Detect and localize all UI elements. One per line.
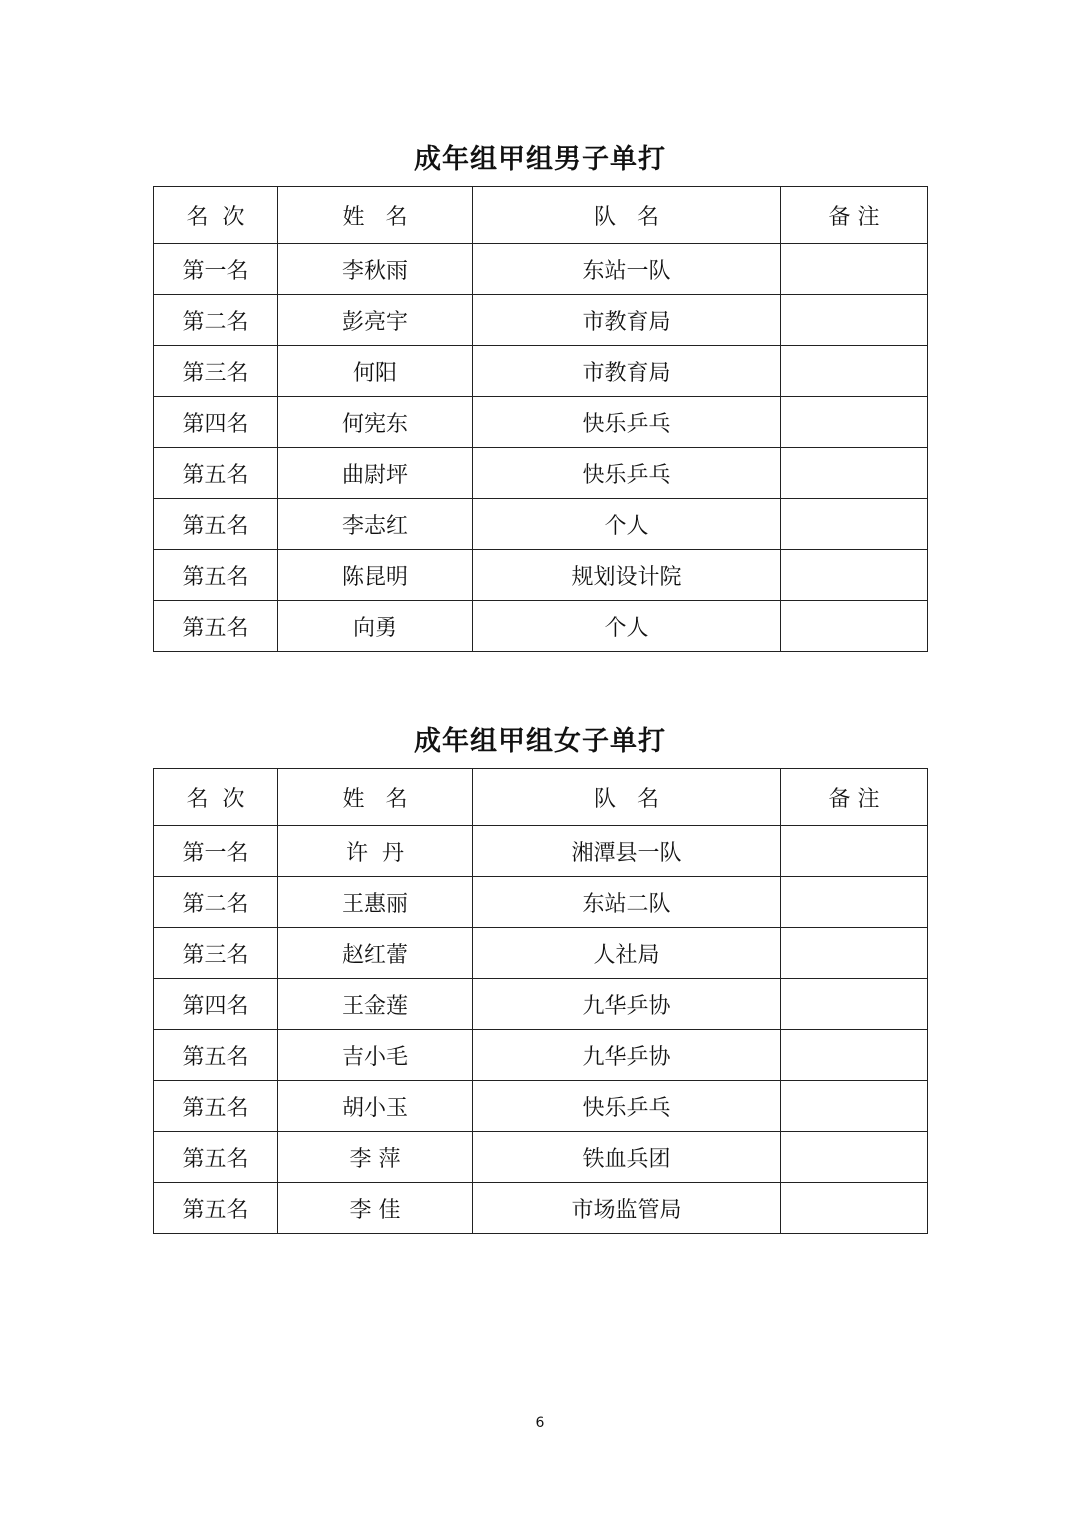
header-team: 队 名 [473, 187, 781, 244]
rank-cell: 第五名 [154, 1183, 278, 1234]
name-cell: 李秋雨 [278, 244, 473, 295]
team-cell: 人社局 [473, 928, 781, 979]
table-header-row [154, 769, 928, 826]
table-row [154, 877, 928, 928]
rank-cell: 第五名 [154, 448, 278, 499]
rank-cell: 第一名 [154, 244, 278, 295]
page-number: 6 [535, 1415, 545, 1431]
section-title: 成年组甲组男子单打 [414, 144, 666, 175]
note-cell [781, 448, 928, 499]
note-cell [781, 499, 928, 550]
note-cell [781, 1183, 928, 1234]
note-cell [781, 1030, 928, 1081]
header-name: 姓 名 [278, 187, 473, 244]
header-name: 姓 名 [278, 769, 473, 826]
table-row [154, 826, 928, 877]
team-cell: 个人 [473, 601, 781, 652]
table-header-row [154, 187, 928, 244]
header-team: 队 名 [473, 769, 781, 826]
team-cell: 东站一队 [473, 244, 781, 295]
team-cell: 铁血兵团 [473, 1132, 781, 1183]
rank-cell: 第五名 [154, 550, 278, 601]
name-cell: 李 萍 [278, 1132, 473, 1183]
team-cell: 市场监管局 [473, 1183, 781, 1234]
rank-cell: 第五名 [154, 499, 278, 550]
note-cell [781, 979, 928, 1030]
team-cell: 个人 [473, 499, 781, 550]
rank-cell: 第五名 [154, 1030, 278, 1081]
name-cell: 何阳 [278, 346, 473, 397]
rank-cell: 第五名 [154, 601, 278, 652]
name-cell: 曲尉坪 [278, 448, 473, 499]
rank-cell: 第五名 [154, 1132, 278, 1183]
name-cell: 李志红 [278, 499, 473, 550]
name-cell: 彭亮宇 [278, 295, 473, 346]
table-row [154, 346, 928, 397]
name-cell: 王金莲 [278, 979, 473, 1030]
note-cell [781, 550, 928, 601]
results-table [153, 186, 928, 652]
name-cell: 何宪东 [278, 397, 473, 448]
rank-cell: 第四名 [154, 397, 278, 448]
name-cell: 胡小玉 [278, 1081, 473, 1132]
rank-cell: 第四名 [154, 979, 278, 1030]
table-row [154, 1030, 928, 1081]
note-cell [781, 1081, 928, 1132]
table-row [154, 244, 928, 295]
rank-cell: 第三名 [154, 346, 278, 397]
womens-singles-section [153, 722, 927, 1234]
rank-cell: 第二名 [154, 877, 278, 928]
team-cell: 九华乒协 [473, 1030, 781, 1081]
section-title: 成年组甲组女子单打 [414, 726, 666, 757]
name-cell: 王惠丽 [278, 877, 473, 928]
name-cell: 陈昆明 [278, 550, 473, 601]
header-rank: 名 次 [154, 187, 278, 244]
team-cell: 快乐乒乓 [473, 1081, 781, 1132]
note-cell [781, 928, 928, 979]
name-cell: 吉小毛 [278, 1030, 473, 1081]
rank-cell: 第二名 [154, 295, 278, 346]
note-cell [781, 346, 928, 397]
note-cell [781, 826, 928, 877]
name-cell: 许 丹 [278, 826, 473, 877]
table-row [154, 499, 928, 550]
table-row [154, 928, 928, 979]
name-cell: 李 佳 [278, 1183, 473, 1234]
note-cell [781, 295, 928, 346]
team-cell: 快乐乒乓 [473, 397, 781, 448]
team-cell: 市教育局 [473, 346, 781, 397]
name-cell: 赵红蕾 [278, 928, 473, 979]
header-note: 备 注 [781, 769, 928, 826]
name-cell: 向勇 [278, 601, 473, 652]
note-cell [781, 397, 928, 448]
team-cell: 九华乒协 [473, 979, 781, 1030]
table-row [154, 601, 928, 652]
note-cell [781, 877, 928, 928]
team-cell: 规划设计院 [473, 550, 781, 601]
header-rank: 名 次 [154, 769, 278, 826]
table-row [154, 1132, 928, 1183]
table-row [154, 448, 928, 499]
table-row [154, 979, 928, 1030]
team-cell: 市教育局 [473, 295, 781, 346]
table-row [154, 1183, 928, 1234]
team-cell: 快乐乒乓 [473, 448, 781, 499]
table-row [154, 550, 928, 601]
rank-cell: 第一名 [154, 826, 278, 877]
header-note: 备 注 [781, 187, 928, 244]
mens-singles-section [153, 140, 927, 652]
note-cell [781, 1132, 928, 1183]
table-row [154, 295, 928, 346]
table-row [154, 397, 928, 448]
team-cell: 东站二队 [473, 877, 781, 928]
team-cell: 湘潭县一队 [473, 826, 781, 877]
results-table [153, 768, 928, 1234]
note-cell [781, 601, 928, 652]
rank-cell: 第三名 [154, 928, 278, 979]
table-row [154, 1081, 928, 1132]
note-cell [781, 244, 928, 295]
rank-cell: 第五名 [154, 1081, 278, 1132]
